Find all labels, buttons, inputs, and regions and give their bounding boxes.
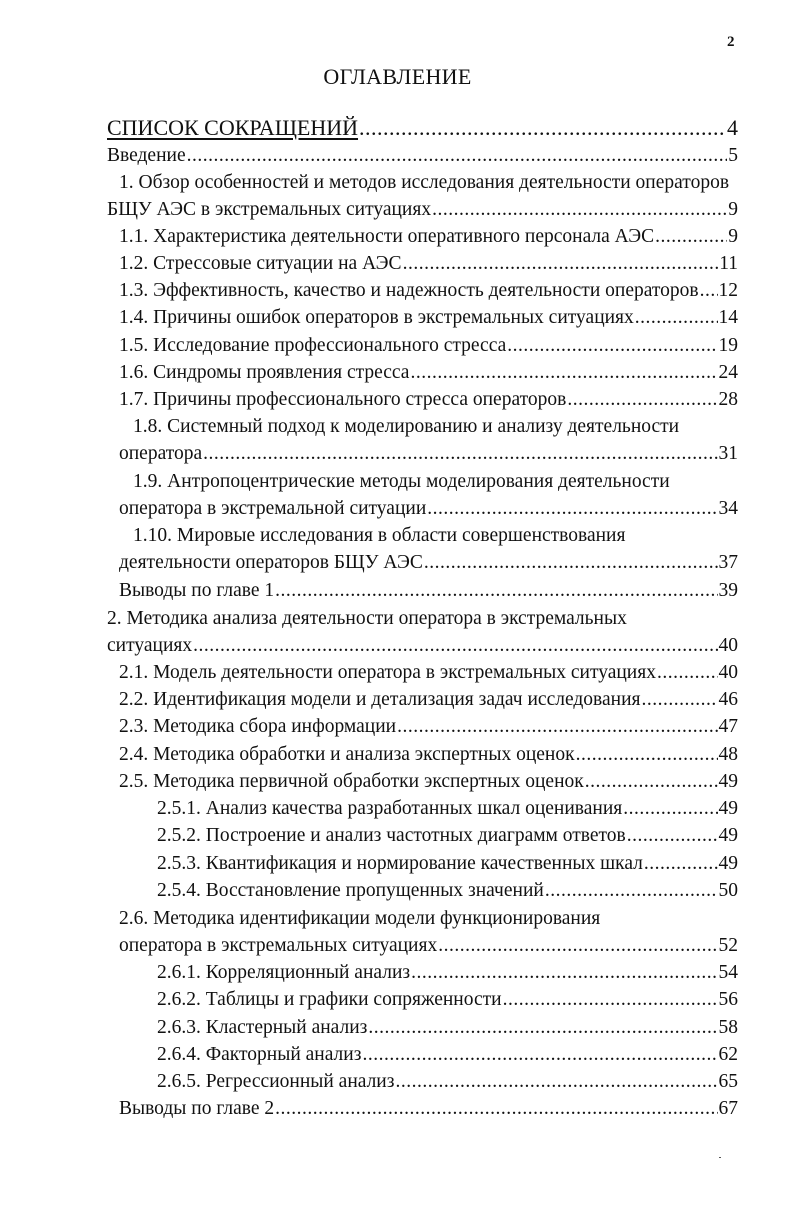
- toc-entry-2-6[interactable]: [119, 933, 738, 959]
- toc-entry-introduction[interactable]: [107, 143, 738, 169]
- toc-entry-1-7[interactable]: [119, 387, 738, 413]
- toc-entry-text: оператора в экстремальных ситуациях: [119, 935, 438, 956]
- dot-leader: [275, 578, 717, 604]
- dot-leader: [635, 305, 718, 331]
- toc-entry-page: 28: [718, 389, 738, 410]
- toc-entry-2-6-5[interactable]: [157, 1069, 738, 1095]
- toc-chapter-2[interactable]: [107, 633, 738, 659]
- toc-entry-page: 19: [718, 335, 738, 356]
- toc-entry-text: 2.5.1. Анализ качества разработанных шкал оценивания: [157, 798, 623, 819]
- dot-leader: [362, 1042, 717, 1068]
- dot-leader: [427, 496, 717, 522]
- toc-entry-page: 58: [718, 1017, 738, 1038]
- toc-entry-text: 2. Методика анализа деятельности оператора в экстремальных: [107, 608, 627, 629]
- toc-entry-1-8[interactable]: [119, 441, 738, 467]
- dot-leader: [410, 360, 717, 386]
- toc-entry-page: 9: [728, 226, 738, 247]
- toc-entry-text: 2.6.3. Кластерный анализ: [157, 1017, 368, 1038]
- toc-entry-2-6-line1[interactable]: [119, 906, 738, 932]
- toc-entry-page: 47: [718, 716, 738, 737]
- toc-entry-text: 2.5.3. Квантификация и нормирование качественных шкал: [157, 853, 643, 874]
- dot-leader: [359, 115, 726, 141]
- toc-entry-text: 2.3. Методика сбора информации: [119, 716, 397, 737]
- toc-entry-page: 34: [718, 498, 738, 519]
- toc-entry-page: 11: [719, 253, 738, 274]
- toc-entry-text: Выводы по главе 1: [119, 580, 275, 601]
- toc-entry-1-9-line1[interactable]: [133, 469, 737, 495]
- toc-entry-text: 1.5. Исследование профессионального стресса: [119, 335, 507, 356]
- toc-chapter-1[interactable]: [107, 197, 738, 223]
- toc-entry-page: 40: [718, 635, 738, 656]
- dot-leader: [503, 987, 718, 1013]
- dot-leader: [545, 878, 718, 904]
- toc-entry-text: 1.8. Системный подход к моделированию и анализу деятельности: [133, 416, 680, 437]
- toc-entry-2-5-2[interactable]: [157, 823, 738, 849]
- toc-entry-text: 2.5.2. Построение и анализ частотных диаграмм ответов: [157, 825, 626, 846]
- toc-entry-text: 2.2. Идентификация модели и детализация задач исследования: [119, 689, 641, 710]
- toc-entry-page: 65: [718, 1071, 738, 1092]
- toc-entry-page: 67: [718, 1098, 738, 1119]
- dot-leader: [424, 550, 718, 576]
- dot-leader: [585, 769, 718, 795]
- toc-entry-text: 1.9. Антропоцентрические методы моделирования деятельности: [133, 471, 670, 492]
- toc-entry-conclusions-2[interactable]: [119, 1096, 738, 1122]
- page-title: ОГЛАВЛЕНИЕ: [323, 64, 472, 89]
- toc-entry-1-4[interactable]: [119, 305, 738, 331]
- toc-entry-conclusions-1[interactable]: [119, 578, 738, 604]
- toc-entry-page: 5: [728, 145, 738, 166]
- toc-entry-1-10-line1[interactable]: [133, 523, 737, 549]
- toc-entry-text: 2.4. Методика обработки и анализа экспертных оценок: [119, 744, 575, 765]
- toc-entry-page: 49: [718, 825, 738, 846]
- toc-entry-page: 37: [718, 552, 738, 573]
- toc-entry-text: Выводы по главе 2: [119, 1098, 275, 1119]
- toc-entry-page: 49: [718, 853, 738, 874]
- toc-entry-2-6-2[interactable]: [157, 987, 738, 1013]
- toc-entry-2-6-1[interactable]: [157, 960, 738, 986]
- toc-entry-text: оператора в экстремальной ситуации: [119, 498, 427, 519]
- dot-leader: [576, 742, 718, 768]
- toc-chapter-2-heading[interactable]: [107, 606, 738, 632]
- toc-entry-page: 49: [718, 798, 738, 819]
- toc-entry-page: 50: [718, 880, 738, 901]
- toc-entry-page: 40: [718, 662, 738, 683]
- scan-speck: [719, 1157, 721, 1158]
- toc-entry-page: 39: [718, 580, 738, 601]
- toc-entry-text: 2.5.4. Восстановление пропущенных значений: [157, 880, 544, 901]
- dot-leader: [655, 224, 727, 250]
- toc-entry-text: ситуациях: [107, 635, 193, 656]
- toc-entry-page: 49: [718, 771, 738, 792]
- dot-leader: [627, 823, 718, 849]
- toc-entry-page: 9: [728, 199, 738, 220]
- dot-leader: [368, 1015, 717, 1041]
- toc-entry-text: БЩУ АЭС в экстремальных ситуациях: [107, 199, 432, 220]
- dot-leader: [567, 387, 717, 413]
- toc-entry-2-4[interactable]: [119, 742, 738, 768]
- dot-leader: [275, 1096, 717, 1122]
- dot-leader: [203, 441, 717, 467]
- toc-entry-page: 31: [718, 443, 738, 464]
- toc-entry-text: СПИСОК СОКРАЩЕНИЙ: [107, 115, 359, 140]
- toc-entry-2-2[interactable]: [119, 687, 738, 713]
- toc-entry-text: 2.5. Методика первичной обработки экспертных оценок: [119, 771, 584, 792]
- toc-entry-page: 12: [718, 280, 738, 301]
- toc-entry-text: 1.7. Причины профессионального стресса операторов: [119, 389, 567, 410]
- toc-entry-1-3[interactable]: [119, 278, 738, 304]
- toc-entry-text: 1.3. Эффективность, качество и надежность деятельности операторов: [119, 280, 699, 301]
- dot-leader: [397, 714, 717, 740]
- toc-entry-2-6-4[interactable]: [157, 1042, 738, 1068]
- dot-leader: [438, 933, 717, 959]
- toc-entry-text: 2.6. Методика идентификации модели функционирования: [119, 908, 601, 929]
- toc-entry-page: 24: [718, 362, 738, 383]
- toc-entry-1-9[interactable]: [119, 496, 738, 522]
- toc-entry-1-2[interactable]: [119, 251, 738, 277]
- dot-leader: [700, 278, 718, 304]
- dot-leader: [644, 851, 718, 877]
- toc-entry-text: 2.6.4. Факторный анализ: [157, 1044, 362, 1065]
- toc-entry-text: 1.4. Причины ошибок операторов в экстремальных ситуациях: [119, 307, 634, 328]
- toc-entry-text: оператора: [119, 443, 203, 464]
- dot-leader: [395, 1069, 717, 1095]
- toc-entry-text: Введение: [107, 145, 186, 166]
- toc-entry-text: 1.2. Стрессовые ситуации на АЭС: [119, 253, 402, 274]
- page-number: 2: [727, 34, 735, 50]
- toc-entry-page: 52: [718, 935, 738, 956]
- dot-leader: [657, 660, 718, 686]
- toc-entry-page: 14: [718, 307, 738, 328]
- toc-entry-text: 2.6.1. Корреляционный анализ: [157, 962, 411, 983]
- toc-entry-text: 1. Обзор особенностей и методов исследования деятельности операторов: [119, 172, 730, 193]
- toc-entry-1-6[interactable]: [119, 360, 738, 386]
- toc-entry-page: 48: [718, 744, 738, 765]
- toc-entry-1-8-line1[interactable]: [133, 414, 737, 440]
- toc-entry-abbreviations[interactable]: [107, 115, 738, 141]
- toc-entry-text: 2.6.2. Таблицы и графики сопряженности: [157, 989, 502, 1010]
- toc-entry-2-5-4[interactable]: [157, 878, 738, 904]
- dot-leader: [403, 251, 719, 277]
- toc-entry-1-5[interactable]: [119, 333, 738, 359]
- toc-entry-text: 1.6. Синдромы проявления стресса: [119, 362, 410, 383]
- toc-chapter-1-heading[interactable]: [119, 170, 739, 196]
- dot-leader: [432, 197, 727, 223]
- toc-entry-2-1[interactable]: [119, 660, 738, 686]
- dot-leader: [641, 687, 717, 713]
- dot-leader: [193, 633, 717, 659]
- toc-entry-text: деятельности операторов БЩУ АЭС: [119, 552, 423, 573]
- toc-entry-page: 62: [718, 1044, 738, 1065]
- toc-entry-2-6-3[interactable]: [157, 1015, 738, 1041]
- toc-entry-text: 2.6.5. Регрессионный анализ: [157, 1071, 395, 1092]
- toc-entry-page: 56: [718, 989, 738, 1010]
- toc-entry-page: 4: [727, 115, 738, 140]
- toc-entry-1-1[interactable]: [119, 224, 738, 250]
- toc-entry-2-3[interactable]: [119, 714, 738, 740]
- toc-entry-1-10[interactable]: [119, 550, 738, 576]
- toc-entry-2-5-1[interactable]: [157, 796, 738, 822]
- dot-leader: [187, 143, 728, 169]
- dot-leader: [411, 960, 717, 986]
- toc-entry-2-5-3[interactable]: [157, 851, 738, 877]
- dot-leader: [507, 333, 717, 359]
- toc-entry-text: 1.1. Характеристика деятельности оперативного персонала АЭС: [119, 226, 655, 247]
- toc-entry-text: 1.10. Мировые исследования в области совершенствования: [133, 525, 626, 546]
- toc-entry-text: 2.1. Модель деятельности оператора в экстремальных ситуациях: [119, 662, 656, 683]
- dot-leader: [623, 796, 717, 822]
- toc-entry-page: 54: [718, 962, 738, 983]
- toc-entry-page: 46: [718, 689, 738, 710]
- toc-entry-2-5[interactable]: [119, 769, 738, 795]
